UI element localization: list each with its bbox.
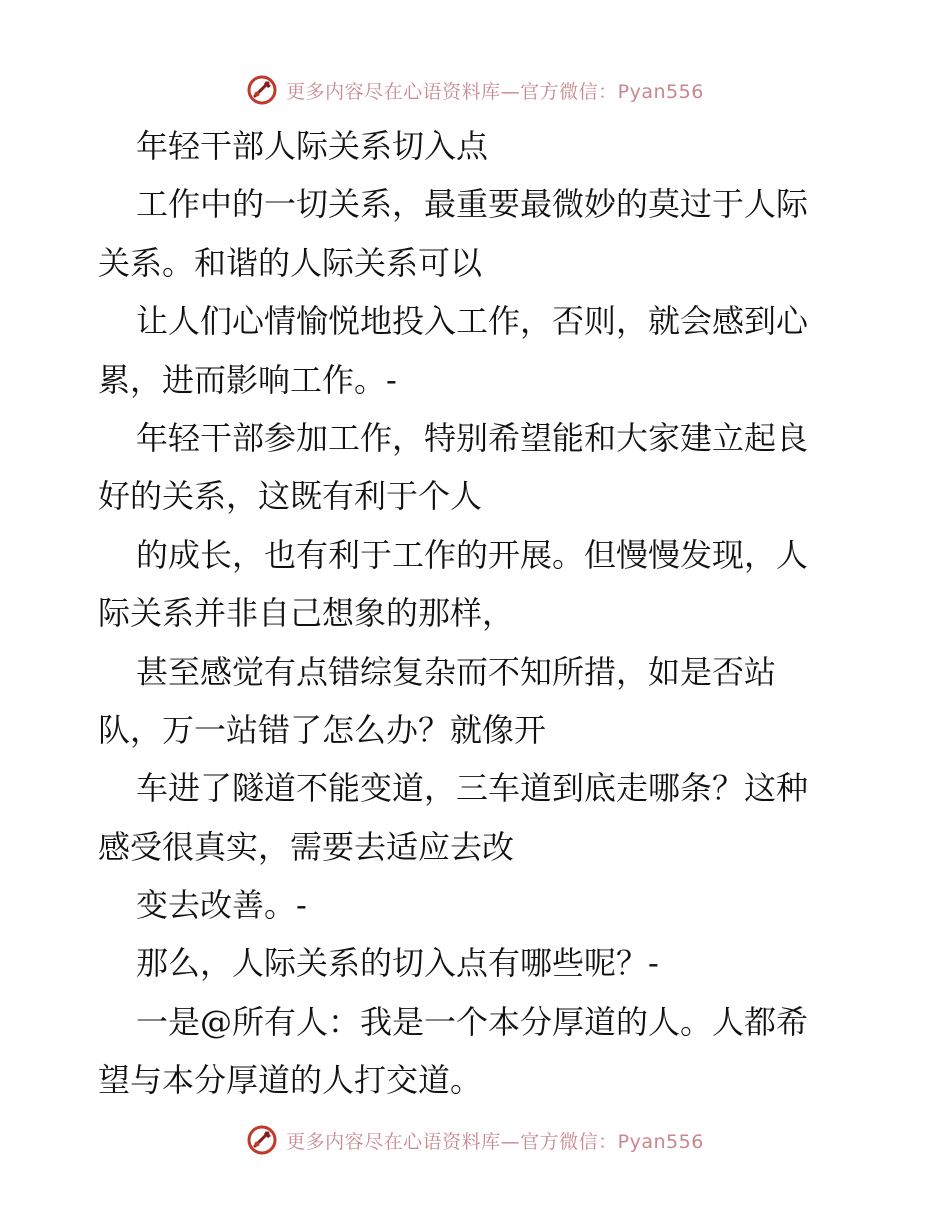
text-line: 一是@所有人：我是一个本分厚道的人。人都希 [136,1002,809,1041]
text-line: 车进了隧道不能变道，三车道到底走哪条？这种 [136,769,809,808]
footer-banner-text: 更多内容尽在心语资料库—官方微信：Pyan556 [286,1130,704,1153]
text-line: 年轻干部参加工作，特别希望能和大家建立起良 [136,418,809,457]
document-body [98,117,858,1110]
text-line: 年轻干部人际关系切入点 [136,127,489,165]
text-line: 甚至感觉有点错综复杂而不知所措，如是否站 [136,652,777,691]
footer-banner [0,1120,950,1160]
text-line: 感受很真实，需要去适应去改 [98,827,515,866]
text-line: 工作中的一切关系，最重要最微妙的莫过于人际 [136,185,809,224]
text-line: 让人们心情愉悦地投入工作，否则，就会感到心 [136,302,809,341]
text-line: 好的关系，这既有利于个人 [98,477,483,516]
text-line: 望与本分厚道的人打交道。 [98,1061,483,1100]
brand-logo-icon [246,74,278,106]
header-banner-text: 更多内容尽在心语资料库—官方微信：Pyan556 [286,80,704,103]
text-line: 队，万一站错了怎么办？就像开 [98,710,547,749]
text-line: 的成长，也有利于工作的开展。但慢慢发现，人 [136,535,809,574]
header-banner [0,70,950,110]
brand-logo-icon [246,1124,278,1156]
text-line: 那么，人际关系的切入点有哪些呢？- [136,944,659,983]
text-line: 关系。和谐的人际关系可以 [98,243,483,282]
text-line: 际关系并非自己想象的那样， [98,594,515,633]
text-line: 变去改善。- [136,886,307,925]
text-line: 累，进而影响工作。- [98,360,397,399]
